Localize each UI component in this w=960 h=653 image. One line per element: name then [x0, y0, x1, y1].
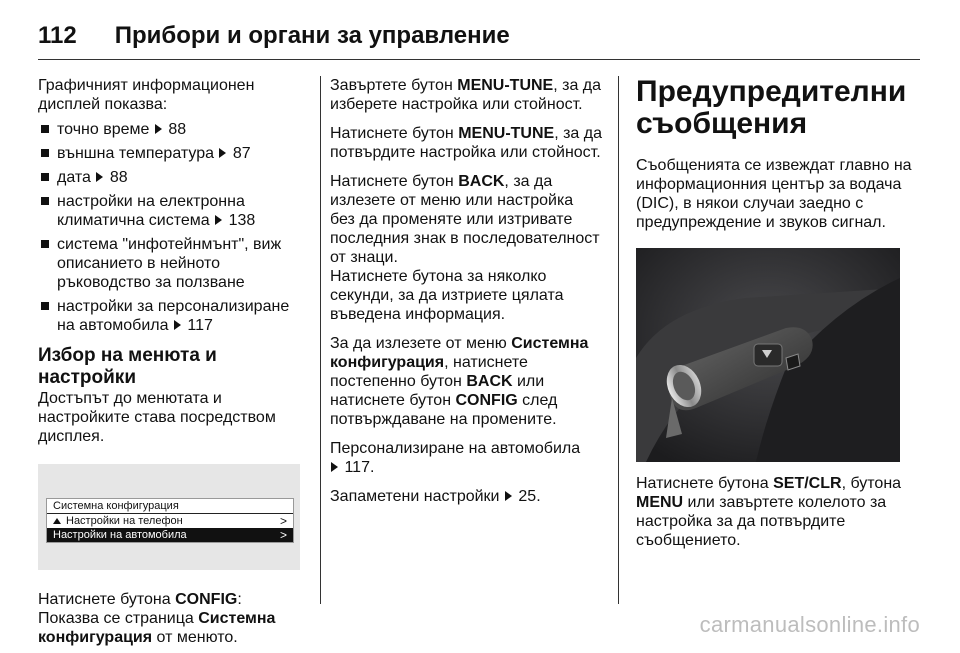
confirm-message-instruction: Натиснете бутона SET/CLR, бутона MENU или завъртете колелото за настройка за да потвърдите съобщението.	[636, 475, 902, 549]
page-header	[38, 10, 920, 62]
warning-intro: Съобщенията се извеждат главно на информационния център за водача (DIC), в някои случаи заедно с предупреждение и звуков сигнал.	[636, 157, 912, 231]
scroll-up-icon	[53, 518, 61, 524]
arrow-right-icon	[219, 148, 226, 158]
arrow-right-icon	[331, 462, 338, 472]
list-item: настройки на електронна климатична система 138	[38, 192, 310, 230]
column-2	[330, 76, 602, 512]
page-ref[interactable]: 25.	[504, 488, 541, 505]
column-3	[636, 76, 920, 556]
column-1	[38, 76, 310, 653]
page-ref[interactable]: 87	[218, 145, 250, 162]
config-menu	[46, 498, 294, 543]
page-number: 112	[38, 22, 77, 49]
page-ref[interactable]: 138	[214, 212, 255, 229]
chevron-right-icon: >	[279, 514, 287, 528]
page-title: Прибори и органи за управление	[114, 22, 510, 49]
chevron-right-icon: >	[279, 528, 287, 542]
section-subheading: Избор на менюта и настройки	[38, 345, 217, 388]
page-ref[interactable]: 117	[173, 317, 213, 334]
column-divider-2	[618, 76, 619, 604]
page-ref[interactable]: 88	[95, 169, 127, 186]
display-list	[38, 120, 310, 335]
list-item: дата 88	[38, 168, 310, 187]
menu-title: Системна конфигурация	[47, 499, 293, 514]
page-ref[interactable]: 117.	[330, 459, 374, 476]
paragraph-confirm: Натиснете бутон MENU-TUNE, за да потвърдите настройка или стойност.	[330, 125, 603, 161]
column-divider-1	[320, 76, 321, 604]
arrow-right-icon	[155, 124, 162, 134]
list-item: настройки за персонализиране на автомобила 117	[38, 297, 310, 335]
paragraph-exit: За да излезете от меню Системна конфигурация, натиснете постепенно бутон BACK или натиснете бутон CONFIG след потвърждаване на промените.	[330, 335, 589, 428]
steering-stalk-photo	[636, 248, 900, 462]
list-item: система "инфотейнмънт", виж описанието в нейното ръководство за ползване	[38, 235, 310, 292]
menu-item-phone-settings[interactable]: Настройки на телефон >	[47, 514, 293, 528]
section-heading: Предупредителни съобщения	[636, 75, 907, 140]
display-intro: Графичният информационен дисплей показва:	[38, 77, 255, 113]
subheading-text: Достъпът до менютата и настройките става посредством дисплея.	[38, 390, 276, 445]
paragraph-hold: Натиснете бутона за няколко секунди, за да изтриете цялата въведена информация.	[330, 268, 564, 323]
arrow-right-icon	[96, 172, 103, 182]
steering-stalk-illustration	[636, 248, 900, 462]
list-item: външна температура 87	[38, 144, 310, 163]
display-screen-illustration	[38, 464, 300, 570]
cross-ref-personalization: Персонализиране на автомобила 117.	[330, 440, 581, 476]
arrow-right-icon	[174, 320, 181, 330]
arrow-right-icon	[505, 491, 512, 501]
menu-item-vehicle-settings[interactable]: Настройки на автомобила >	[47, 528, 293, 542]
page-ref[interactable]: 88	[154, 121, 186, 138]
config-instruction: Натиснете бутона CONFIG: Показва се страница Системна конфигурация от менюто.	[38, 591, 276, 646]
list-item: точно време 88	[38, 120, 310, 139]
paragraph-back: Натиснете бутон BACK, за да излезете от меню или настройка без да променяте или изтривате последния знак в последователност от знаци.	[330, 173, 600, 266]
paragraph-rotate: Завъртете бутон MENU-TUNE, за да изберете настройка или стойност.	[330, 77, 602, 113]
arrow-right-icon	[215, 215, 222, 225]
watermark: carmanualsonline.info	[699, 612, 920, 637]
cross-ref-saved-settings: Запаметени настройки 25.	[330, 488, 541, 505]
header-divider	[38, 59, 920, 60]
